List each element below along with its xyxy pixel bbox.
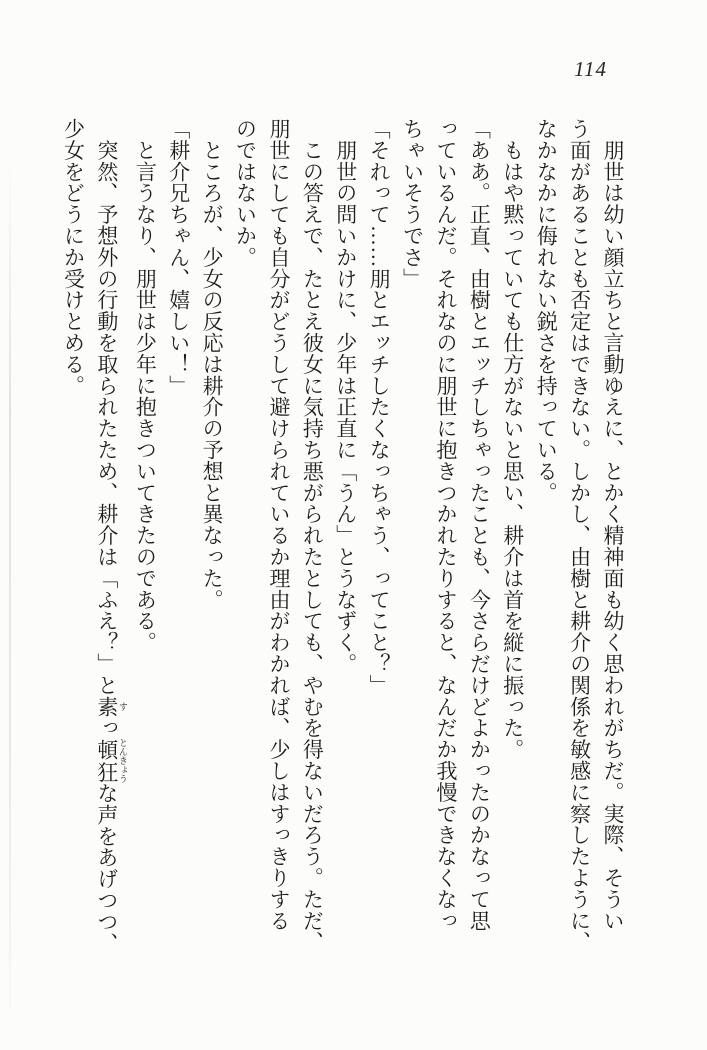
text-line: っているんだ。それなのに朋世に抱きつかれたりすると、なんだか我慢できなくなっ (433, 118, 458, 932)
text-line: 朋世の問いかけに、少年は正直に「うん」とうなずく。 (333, 118, 358, 675)
text-line: この答えで、たとえ彼女に気持ち悪がられたとしても、やむを得ないだろう。ただ、 (300, 118, 325, 953)
text-line: 「耕介兄ちゃん、嬉しい！」 (166, 118, 191, 397)
text-line: ところが、少女の反応は耕介の予想と異なった。 (200, 118, 225, 611)
text-line: 「ああ。正直、由樹とエッチしちゃったことも、今さらだけどよかったのかなって思 (467, 118, 492, 932)
text-line: 突然、予想外の行動を取られたため、耕介は「ふえ？」と素 すっ頓狂 とんきょうな声をあげつつ、 (94, 118, 128, 954)
text-line: のではないか。 (233, 118, 258, 268)
furigana: 素 す (94, 695, 128, 718)
text-line: もはや黙っていても仕方がないと思い、耕介は首を縦に振った。 (500, 118, 525, 760)
page-number: 114 (574, 57, 607, 81)
text-line: う面があることも否定はできない。しかし、由樹と耕介の関係を敏感に察したように、 (567, 118, 592, 953)
page-text (56, 118, 629, 954)
text-line: なかなかに侮れない鋭さを持っている。 (534, 118, 559, 504)
text-line: 朋世は幼い顔立ちと言動ゆえに、とかく精神面も幼く思われがちだ。実際、そうい (601, 118, 625, 932)
page-edge-shadow (9, 150, 11, 1010)
text-line: ちゃいそうでさ」 (400, 118, 425, 290)
text-line: 少女をどうにか受けとめる。 (61, 118, 86, 397)
text-line: 朋世にしても自分がどうして避けられているか理由がわかれば、少しはすっきりする (266, 118, 291, 932)
text-line: と言うなり、朋世は少年に抱きついてきたのである。 (133, 118, 158, 653)
furigana: 頓狂 とんきょう (94, 738, 128, 784)
text-line: 「それって……朋とエッチしたくなっちゃう、ってこと？」 (367, 118, 392, 696)
